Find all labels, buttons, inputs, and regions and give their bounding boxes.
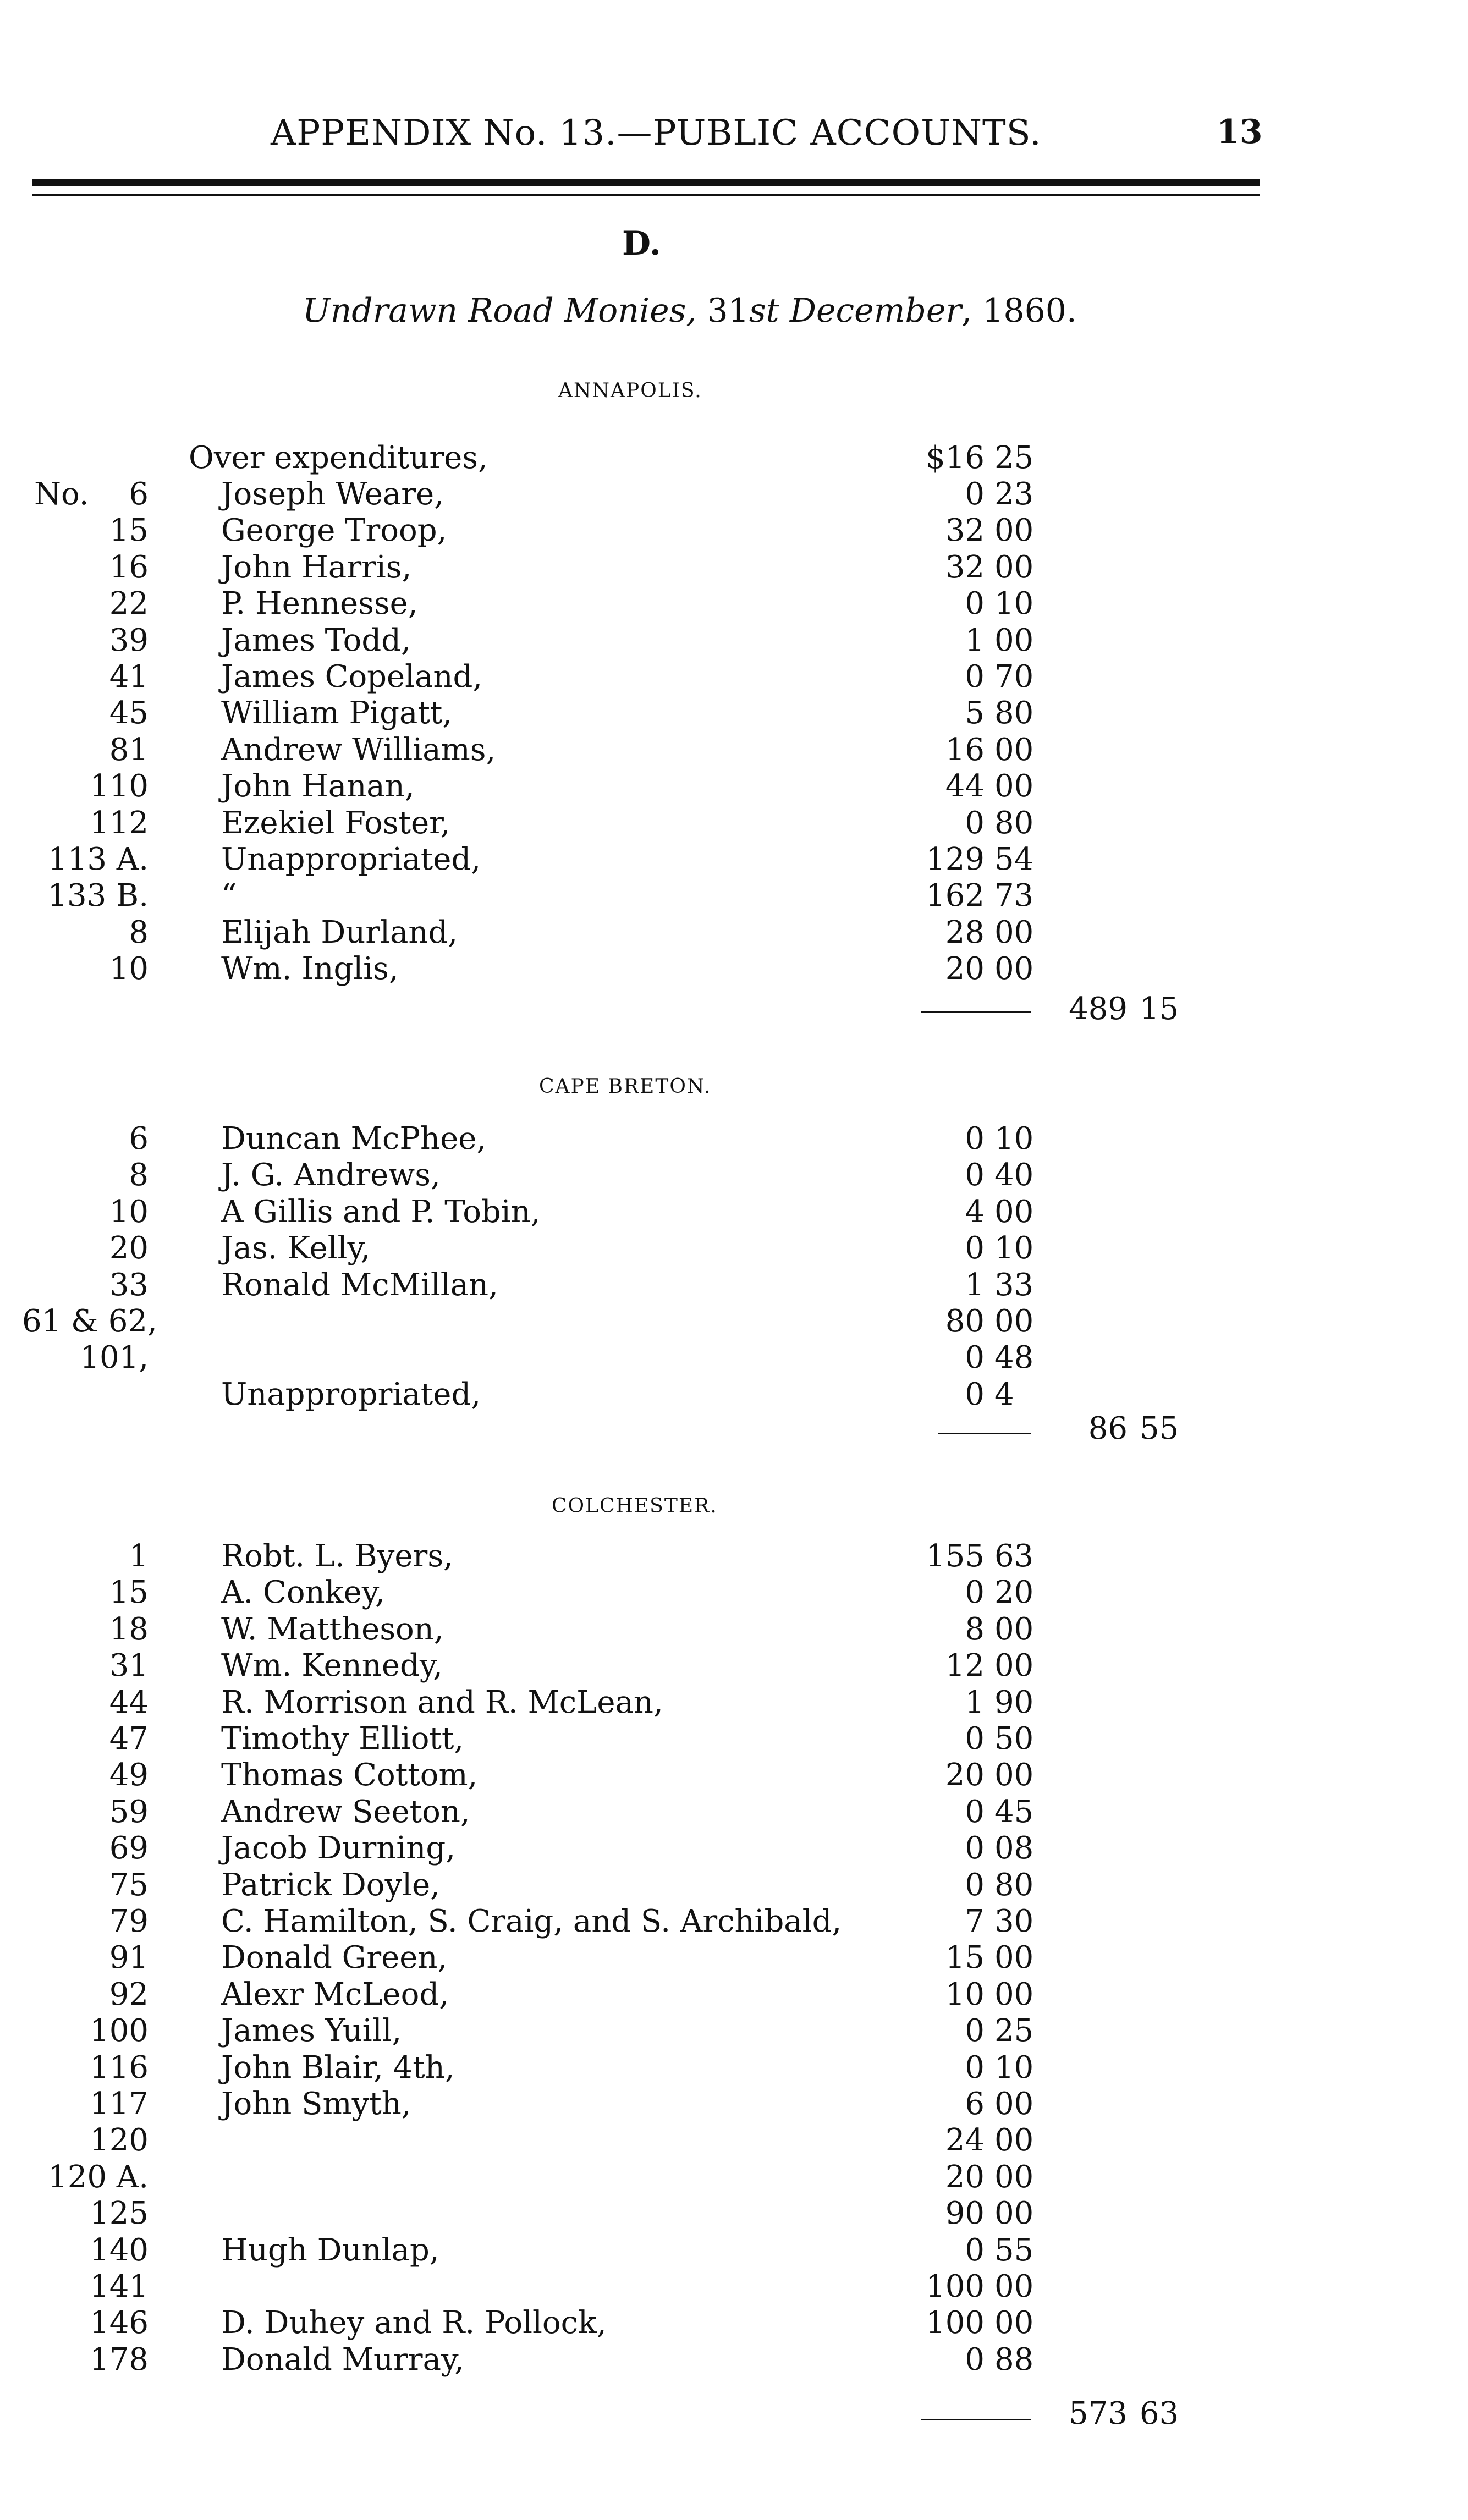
- entry-dollars: 0: [965, 476, 985, 512]
- entry-name: P. Hennesse,: [221, 586, 418, 622]
- subtitle-part2: 31: [696, 291, 749, 330]
- entry-number: 6: [129, 1121, 149, 1157]
- page-header-title: APPENDIX No. 13.—PUBLIC ACCOUNTS.: [271, 113, 1042, 153]
- entry-dollars: 0: [965, 805, 985, 841]
- entry-dollars: 1: [965, 622, 985, 658]
- entry-cents: 08: [994, 1830, 1034, 1867]
- entry-dollars: 15: [945, 1940, 985, 1976]
- entry-number: 44: [109, 1684, 149, 1720]
- entry-number: 59: [109, 1793, 149, 1830]
- entry-number: 140: [90, 2232, 149, 2268]
- header-rule-thin: [32, 194, 1260, 196]
- entry-number: 47: [109, 1721, 149, 1757]
- entry-dollars: 0: [965, 1721, 985, 1757]
- entry-cents: 00: [994, 1940, 1034, 1976]
- entry-dollars: 0: [965, 2049, 985, 2086]
- entry-number: 18: [109, 1611, 149, 1647]
- entry-dollars: 0: [965, 1230, 985, 1267]
- entry-number: 61 & 62,: [22, 1303, 157, 1339]
- entry-number: 91: [109, 1940, 149, 1976]
- entry-name: Thomas Cottom,: [221, 1757, 478, 1793]
- entry-number: 20: [109, 1230, 149, 1267]
- entry-name: Unappropriated,: [221, 1376, 481, 1412]
- total-dollars-colchester: 573: [1069, 2396, 1128, 2431]
- entry-name: James Todd,: [221, 622, 411, 658]
- entry-cents: 4: [994, 1376, 1014, 1412]
- entry-cents: 00: [994, 2305, 1034, 2341]
- entry-cents: 80: [994, 1867, 1034, 1903]
- entry-dollars: 162: [926, 878, 985, 914]
- entry-dollars: 20: [945, 951, 985, 987]
- entry-number: 79: [109, 1903, 149, 1939]
- total-dollars-annapolis: 489: [1069, 991, 1128, 1027]
- entry-number: 133 B.: [47, 878, 149, 914]
- entry-cents: 30: [994, 1903, 1034, 1939]
- entry-cents: 54: [994, 841, 1034, 877]
- entry-number: 15: [109, 1575, 149, 1611]
- entry-number: 81: [109, 731, 149, 768]
- entry-cents: 90: [994, 1684, 1034, 1720]
- entry-number: 120 A.: [48, 2159, 149, 2195]
- entry-cents: 23: [994, 476, 1034, 512]
- entry-name: C. Hamilton, S. Craig, and S. Archibald,: [221, 1903, 842, 1939]
- entry-cents: 20: [994, 1575, 1034, 1611]
- entry-name: Andrew Seeton,: [221, 1793, 470, 1830]
- entry-cents: 10: [994, 2049, 1034, 2086]
- entry-cents: 00: [994, 1757, 1034, 1793]
- over-expenditures-dollars: $16: [926, 440, 985, 476]
- total-cents-cape-breton: 55: [1140, 1411, 1179, 1446]
- entry-name: Alexr McLeod,: [221, 1976, 449, 2012]
- entry-number: 45: [109, 695, 149, 731]
- entry-name: Jas. Kelly,: [221, 1230, 371, 1267]
- entry-name: James Copeland,: [221, 659, 483, 695]
- entry-name: William Pigatt,: [221, 695, 453, 731]
- entry-cents: 00: [994, 2159, 1034, 2195]
- entry-number: 41: [109, 659, 149, 695]
- entry-cents: 00: [994, 1976, 1034, 2012]
- entry-name: Unappropriated,: [221, 841, 481, 877]
- entry-name: John Hanan,: [221, 768, 415, 805]
- total-cents-colchester: 63: [1140, 2396, 1179, 2431]
- subtitle-part4: , 1860.: [961, 291, 1077, 330]
- entry-dollars: 44: [945, 768, 985, 805]
- entry-number: 6: [129, 476, 149, 512]
- entry-cents: 00: [994, 622, 1034, 658]
- entry-number: 120: [90, 2122, 149, 2159]
- entry-name: Robt. L. Byers,: [221, 1538, 453, 1574]
- entry-name: Wm. Inglis,: [221, 951, 399, 987]
- entry-dollars: 28: [945, 914, 985, 950]
- entry-name: Jacob Durning,: [221, 1830, 455, 1867]
- entry-number: 1: [129, 1538, 149, 1574]
- entry-number: 113 A.: [48, 841, 149, 877]
- entry-dollars: 5: [965, 695, 985, 731]
- entry-cents: 40: [994, 1157, 1034, 1193]
- entry-dollars: 8: [965, 1611, 985, 1647]
- entry-name: Duncan McPhee,: [221, 1121, 487, 1157]
- entry-number: 141: [90, 2269, 149, 2304]
- entry-dollars: 100: [926, 2305, 985, 2341]
- entry-dollars: 1: [965, 1684, 985, 1720]
- entry-name: John Smyth,: [221, 2086, 411, 2122]
- entry-name: Donald Murray,: [221, 2341, 464, 2378]
- page-number: 13: [1217, 113, 1263, 151]
- entry-number: 117: [90, 2086, 149, 2122]
- entry-number: 22: [109, 586, 149, 622]
- entry-cents: 50: [994, 1721, 1034, 1757]
- entry-number: 100: [90, 2013, 149, 2049]
- header-rule-thick: [32, 179, 1260, 186]
- entry-cents: 00: [994, 549, 1034, 585]
- entry-number: 8: [129, 1157, 149, 1193]
- entry-cents: 10: [994, 1121, 1034, 1157]
- entry-dollars: 0: [965, 2232, 985, 2268]
- entry-cents: 00: [994, 768, 1034, 805]
- entry-name: Timothy Elliott,: [221, 1721, 464, 1757]
- entry-number: 8: [129, 914, 149, 950]
- entry-name: R. Morrison and R. McLean,: [221, 1684, 663, 1720]
- entry-name: D. Duhey and R. Pollock,: [221, 2305, 607, 2341]
- entry-dollars: 20: [945, 1757, 985, 1793]
- entry-dollars: 0: [965, 1376, 985, 1412]
- entry-name: J. G. Andrews,: [221, 1157, 441, 1193]
- entry-cents: 00: [994, 2196, 1034, 2232]
- entry-cents: 00: [994, 2086, 1034, 2122]
- entry-number: 112: [90, 805, 149, 841]
- entry-cents: 33: [994, 1267, 1034, 1303]
- entry-name: John Harris,: [221, 549, 412, 585]
- subtitle-part3: st December: [749, 291, 962, 330]
- entry-dollars: 0: [965, 1793, 985, 1830]
- entry-name: James Yuill,: [221, 2013, 402, 2049]
- entry-dollars: 6: [965, 2086, 985, 2122]
- entry-dollars: 0: [965, 1867, 985, 1903]
- section-heading-cape-breton: CAPE BRETON.: [539, 1075, 712, 1098]
- entry-dollars: 0: [965, 1157, 985, 1193]
- entry-cents: 73: [994, 878, 1034, 914]
- entry-dollars: 10: [945, 1976, 985, 2012]
- section-letter: D.: [622, 224, 661, 263]
- entry-number: 146: [90, 2305, 149, 2341]
- entry-cents: 00: [994, 513, 1034, 549]
- entry-number: 178: [90, 2341, 149, 2378]
- sum-rule-colchester: [921, 2419, 1031, 2420]
- entry-number: 33: [109, 1267, 149, 1303]
- entry-dollars: 7: [965, 1903, 985, 1939]
- entry-name: Elijah Durland,: [221, 914, 458, 950]
- section-heading-annapolis: ANNAPOLIS.: [558, 379, 702, 402]
- entry-cents: 00: [994, 2269, 1034, 2304]
- entry-number: 116: [90, 2049, 149, 2086]
- entry-cents: 55: [994, 2232, 1034, 2268]
- entry-dollars: 155: [926, 1538, 985, 1574]
- entry-cents: 00: [994, 1303, 1034, 1339]
- over-expenditures-cents: 25: [994, 440, 1034, 476]
- entry-name: Wm. Kennedy,: [221, 1648, 443, 1684]
- number-prefix-label: No.: [34, 476, 89, 512]
- entry-dollars: 90: [945, 2196, 985, 2232]
- entry-dollars: 0: [965, 1575, 985, 1611]
- entry-dollars: 24: [945, 2122, 985, 2159]
- entry-name: A. Conkey,: [221, 1575, 385, 1611]
- entry-dollars: 12: [945, 1648, 985, 1684]
- entry-cents: 10: [994, 1230, 1034, 1267]
- section-heading-colchester: COLCHESTER.: [552, 1495, 718, 1517]
- over-expenditures-label: Over expenditures,: [189, 440, 488, 476]
- entry-dollars: 0: [965, 586, 985, 622]
- entry-cents: 80: [994, 695, 1034, 731]
- entry-cents: 00: [994, 1193, 1034, 1230]
- entry-number: 110: [90, 768, 149, 805]
- entry-name: A Gillis and P. Tobin,: [221, 1193, 541, 1230]
- entry-dollars: 16: [945, 731, 985, 768]
- entry-name: W. Mattheson,: [221, 1611, 444, 1647]
- entry-number: 10: [109, 1193, 149, 1230]
- entry-dollars: 32: [945, 549, 985, 585]
- entry-number: 39: [109, 622, 149, 658]
- entry-number: 49: [109, 1757, 149, 1793]
- entry-cents: 70: [994, 659, 1034, 695]
- entry-number: 69: [109, 1830, 149, 1867]
- entry-dollars: 20: [945, 2159, 985, 2195]
- total-cents-annapolis: 15: [1140, 991, 1179, 1027]
- entry-number: 16: [109, 549, 149, 585]
- entry-name: Ronald McMillan,: [221, 1267, 498, 1303]
- entry-cents: 00: [994, 1648, 1034, 1684]
- entry-number: 75: [109, 1867, 149, 1903]
- entry-cents: 00: [994, 731, 1034, 768]
- entry-dollars: 0: [965, 1121, 985, 1157]
- entry-cents: 00: [994, 914, 1034, 950]
- entry-cents: 10: [994, 586, 1034, 622]
- entry-cents: 48: [994, 1340, 1034, 1376]
- entry-cents: 00: [994, 1611, 1034, 1647]
- entry-name: Ezekiel Foster,: [221, 805, 450, 841]
- entry-name: George Troop,: [221, 513, 447, 549]
- entry-dollars: 0: [965, 659, 985, 695]
- entry-name: Andrew Williams,: [221, 731, 496, 768]
- entry-cents: 00: [994, 2122, 1034, 2159]
- entry-number: 125: [90, 2196, 149, 2232]
- total-dollars-cape-breton: 86: [1088, 1411, 1128, 1446]
- entry-name: Donald Green,: [221, 1940, 448, 1976]
- entry-dollars: 0: [965, 1830, 985, 1867]
- entry-number: 10: [109, 951, 149, 987]
- sum-rule-annapolis: [921, 1011, 1031, 1013]
- entry-number: 15: [109, 513, 149, 549]
- entry-dollars: 0: [965, 2013, 985, 2049]
- entry-dollars: 0: [965, 2341, 985, 2378]
- subtitle-part1: Undrawn Road Monies,: [303, 291, 697, 330]
- entry-name: Joseph Weare,: [221, 476, 444, 512]
- entry-cents: 45: [994, 1793, 1034, 1830]
- entry-dollars: 100: [926, 2269, 985, 2304]
- entry-dollars: 129: [926, 841, 985, 877]
- entry-cents: 00: [994, 951, 1034, 987]
- entry-cents: 80: [994, 805, 1034, 841]
- entry-name: John Blair, 4th,: [221, 2049, 455, 2086]
- entry-name: “: [221, 878, 237, 914]
- entry-number: 31: [109, 1648, 149, 1684]
- entry-cents: 25: [994, 2013, 1034, 2049]
- entry-dollars: 1: [965, 1267, 985, 1303]
- document-subtitle: [303, 291, 1077, 330]
- entry-dollars: 0: [965, 1340, 985, 1376]
- entry-dollars: 32: [945, 513, 985, 549]
- entry-name: Patrick Doyle,: [221, 1867, 440, 1903]
- entry-name: Hugh Dunlap,: [221, 2232, 439, 2268]
- entry-number: 101,: [80, 1340, 149, 1376]
- entry-dollars: 80: [945, 1303, 985, 1339]
- entry-dollars: 4: [965, 1193, 985, 1230]
- sum-rule-cape-breton: [938, 1433, 1031, 1434]
- entry-cents: 63: [994, 1538, 1034, 1574]
- entry-number: 92: [109, 1976, 149, 2012]
- entry-cents: 88: [994, 2341, 1034, 2378]
